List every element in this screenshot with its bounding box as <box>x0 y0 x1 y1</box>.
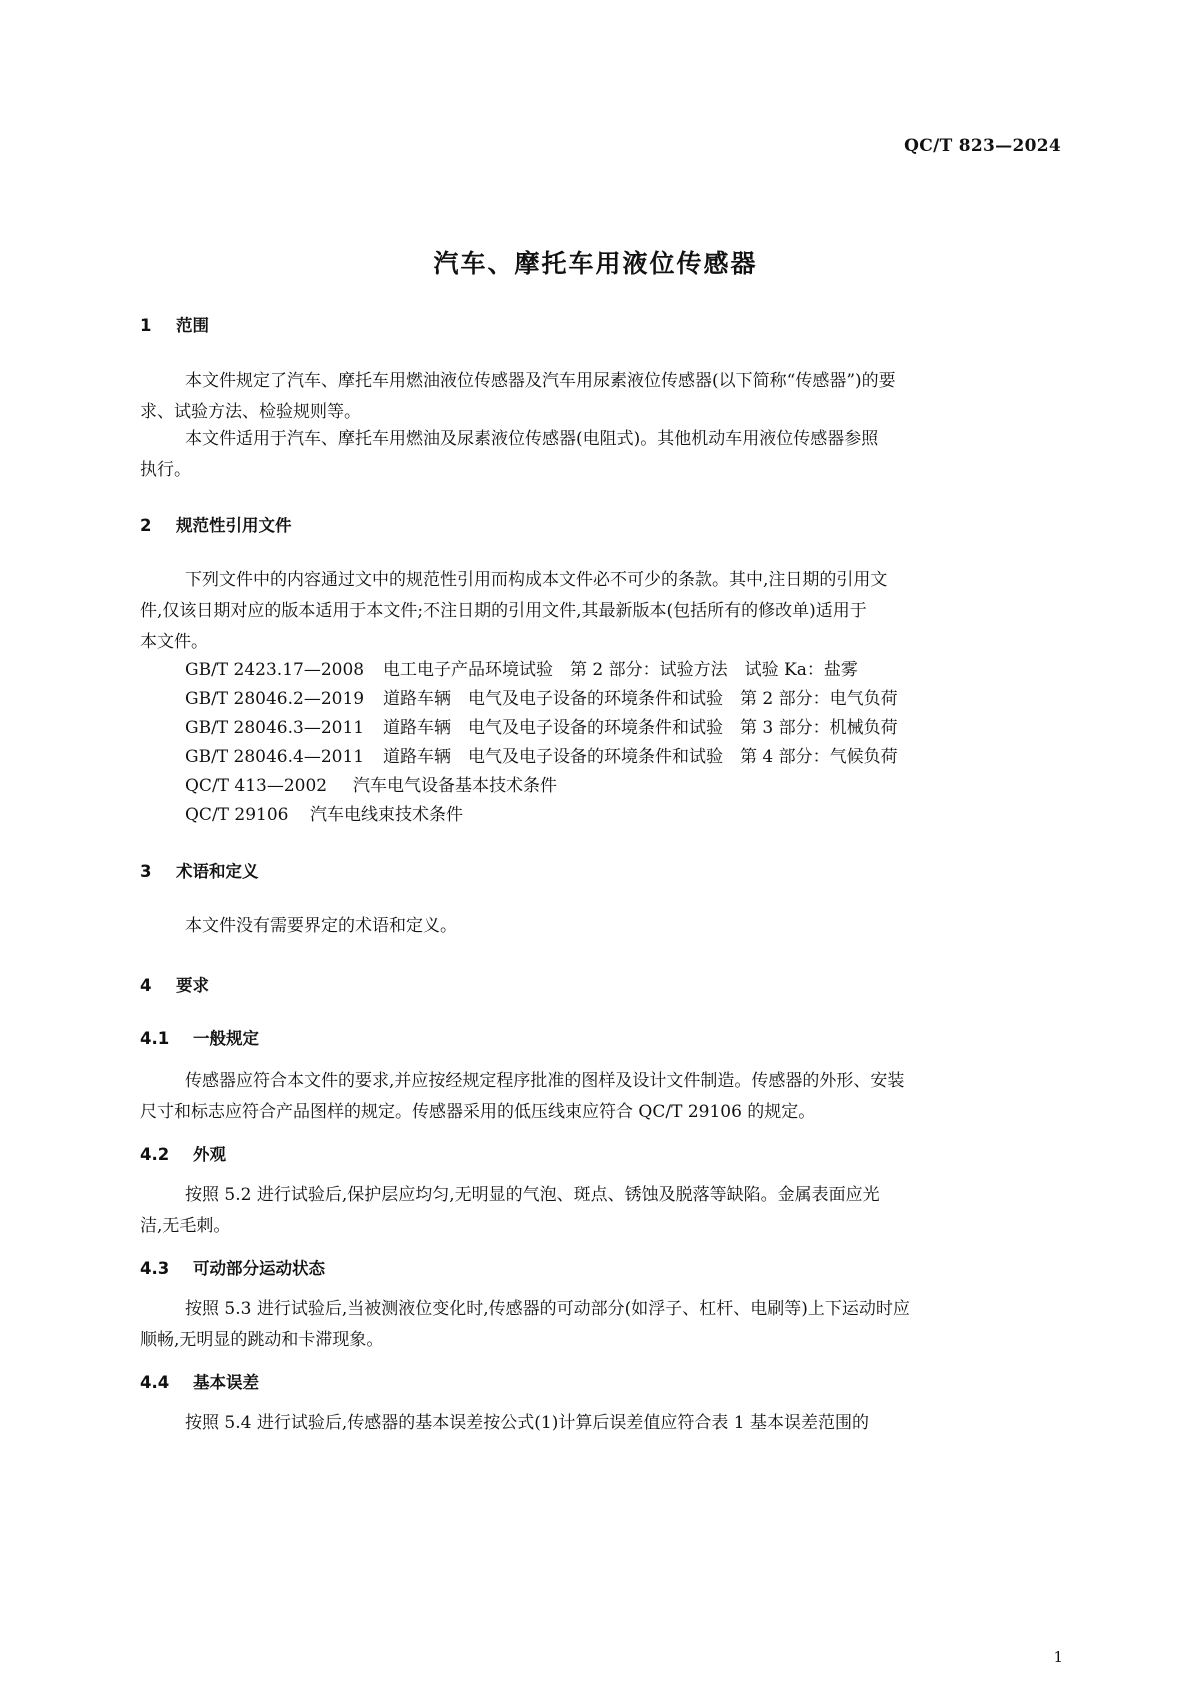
section-1-heading <box>140 312 209 336</box>
section-1-paragraph-1 <box>140 366 1060 428</box>
reference-item <box>185 742 898 767</box>
text-line: 按照 5.2 进行试验后,保护层应均匀,无明显的气泡、斑点、锈蚀及脱落等缺陷。金属表面应光 <box>185 1185 880 1205</box>
reference-code: GB/T 28046.2—2019 <box>185 689 365 709</box>
text-line: 求、试验方法、检验规则等。 <box>140 402 361 422</box>
text-line: 本文件。 <box>140 632 208 652</box>
section-title: 可动部分运动状态 <box>193 1259 325 1278</box>
section-4-1-paragraph <box>140 1066 1060 1128</box>
reference-code: QC/T 29106 <box>185 805 289 825</box>
section-title: 规范性引用文件 <box>176 516 292 535</box>
text-line: 执行。 <box>140 460 191 480</box>
section-title: 一般规定 <box>193 1029 259 1048</box>
text-line: 尺寸和标志应符合产品图样的规定。传感器采用的低压线束应符合 QC/T 29106 的规定。 <box>140 1102 816 1122</box>
reference-title: 道路车辆 电气及电子设备的环境条件和试验 第 3 部分：机械负荷 <box>383 718 898 738</box>
section-4-4-paragraph <box>140 1408 1060 1439</box>
section-3-paragraph <box>140 911 1060 942</box>
section-number: 2 <box>140 516 152 535</box>
reference-item <box>185 771 557 796</box>
reference-item <box>185 713 898 738</box>
section-number: 4 <box>140 976 152 995</box>
section-title: 外观 <box>193 1145 226 1164</box>
text-line: 件,仅该日期对应的版本适用于本文件;不注日期的引用文件,其最新版本(包括所有的修改单)适用于 <box>140 601 867 621</box>
section-number: 3 <box>140 862 152 881</box>
section-number: 4.1 <box>140 1029 170 1048</box>
reference-code: GB/T 28046.3—2011 <box>185 718 365 738</box>
reference-title: 道路车辆 电气及电子设备的环境条件和试验 第 4 部分：气候负荷 <box>383 747 898 767</box>
text-line: 本文件适用于汽车、摩托车用燃油及尿素液位传感器(电阻式)。其他机动车用液位传感器参照 <box>185 429 879 449</box>
section-number: 1 <box>140 316 152 335</box>
section-title: 术语和定义 <box>176 862 259 881</box>
reference-title: 汽车电线束技术条件 <box>310 805 463 825</box>
text-line: 按照 5.3 进行试验后,当被测液位变化时,传感器的可动部分(如浮子、杠杆、电刷等)上下运动时应 <box>185 1299 910 1319</box>
text-line: 顺畅,无明显的跳动和卡滞现象。 <box>140 1330 384 1350</box>
text-line: 洁,无毛刺。 <box>140 1216 231 1236</box>
section-4-2-paragraph <box>140 1180 1060 1242</box>
page-title: 汽车、摩托车用液位传感器 <box>433 249 758 278</box>
reference-code: GB/T 28046.4—2011 <box>185 747 365 767</box>
section-4-3-paragraph <box>140 1294 1060 1356</box>
section-number: 4.2 <box>140 1145 170 1164</box>
section-title: 要求 <box>176 976 209 995</box>
text-line: 下列文件中的内容通过文中的规范性引用而构成本文件必不可少的条款。其中,注日期的引用文 <box>185 570 888 590</box>
reference-item <box>185 655 858 680</box>
section-3-heading <box>140 858 259 882</box>
reference-item <box>185 684 898 709</box>
reference-item <box>185 800 463 825</box>
standard-code: QC/T 823—2024 <box>904 136 1061 156</box>
section-4-heading <box>140 972 209 996</box>
section-title: 基本误差 <box>193 1373 259 1392</box>
section-2-intro <box>140 565 1060 658</box>
section-title: 范围 <box>176 316 209 335</box>
section-1-paragraph-2 <box>140 424 1060 486</box>
section-number: 4.3 <box>140 1259 170 1278</box>
section-4-2-heading <box>140 1141 226 1165</box>
text-line: 按照 5.4 进行试验后,传感器的基本误差按公式(1)计算后误差值应符合表 1 基本误差范围的 <box>185 1413 869 1433</box>
text-line: 传感器应符合本文件的要求,并应按经规定程序批准的图样及设计文件制造。传感器的外形、安装 <box>185 1071 905 1091</box>
section-2-heading <box>140 512 292 536</box>
text-line: 本文件没有需要界定的术语和定义。 <box>185 916 457 936</box>
section-4-3-heading <box>140 1255 325 1279</box>
reference-title: 汽车电气设备基本技术条件 <box>353 776 557 796</box>
section-number: 4.4 <box>140 1373 170 1392</box>
reference-code: QC/T 413—2002 <box>185 776 328 796</box>
reference-code: GB/T 2423.17—2008 <box>185 660 365 680</box>
reference-title: 电工电子产品环境试验 第 2 部分：试验方法 试验 Ka：盐雾 <box>383 660 858 680</box>
section-4-1-heading <box>140 1025 259 1049</box>
reference-title: 道路车辆 电气及电子设备的环境条件和试验 第 2 部分：电气负荷 <box>383 689 898 709</box>
section-4-4-heading <box>140 1369 259 1393</box>
text-line: 本文件规定了汽车、摩托车用燃油液位传感器及汽车用尿素液位传感器(以下简称“传感器”)的要 <box>185 371 896 391</box>
page-number: 1 <box>1053 1648 1063 1666</box>
